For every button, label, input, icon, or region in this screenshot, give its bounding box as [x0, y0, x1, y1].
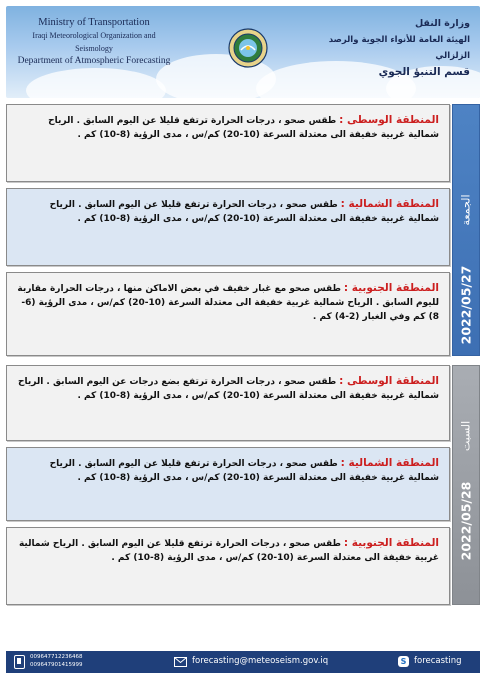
header-arabic-title — [320, 16, 470, 80]
phone-numbers — [30, 654, 83, 669]
email-link[interactable]: forecasting@meteoseism.gov.iq — [192, 656, 329, 666]
day-date: 2022/05/28 — [458, 481, 474, 561]
meteorology-logo-icon — [228, 28, 268, 68]
region-central-forecast — [6, 365, 450, 441]
department-name-en: Department of Atmospheric Forecasting — [17, 56, 171, 66]
region-south-forecast — [6, 272, 450, 356]
phone-icon — [14, 655, 25, 669]
region-central-forecast — [6, 104, 450, 182]
phone-number-1[interactable]: 009647712236468 — [30, 654, 83, 660]
region-label: المنطقة الجنوبية : — [343, 537, 439, 549]
day-side-band — [452, 104, 480, 356]
department-name-ar: قسم التنبؤ الجوي — [378, 66, 470, 78]
region-north-forecast — [6, 188, 450, 266]
day-name: الجمعة — [459, 194, 473, 226]
organization-name-ar: الهيئة العامة للأنواء الجوية والرصد الزلزالي — [328, 35, 470, 61]
cloud-decoration — [26, 68, 166, 98]
contact-footer — [6, 651, 480, 673]
organization-name-en: Iraqi Meteorological Organization and Seismology — [32, 31, 156, 53]
ministry-name-en: Ministry of Transportation — [38, 17, 150, 28]
skype-link[interactable]: forecasting — [414, 656, 462, 666]
region-label: المنطقة الوسطى : — [339, 114, 439, 126]
day-name: السبت — [459, 420, 473, 452]
region-label: المنطقة الجنوبية : — [343, 282, 439, 294]
page-header — [6, 6, 480, 98]
mail-icon — [174, 657, 187, 667]
forecast-text: طقس صحو ، درجات الحرارة ترتفع قليلا عن اليوم السابق . الرياح شمالية غربية خفيفة الى معتدلة السرعة (10-20) كم/س ، مدى الرؤية (8-10) كم . — [48, 116, 439, 140]
region-south-forecast — [6, 527, 450, 605]
forecast-text: طقس صحو ، درجات الحرارة ترتفع بضع درجات عن اليوم السابق . الرياح شمالية غربية خفيفة الى معتدلة السرعة (10-20) كم/س ، مدى الرؤية (8-10) كم . — [17, 377, 439, 401]
region-label: المنطقة الشمالية : — [340, 198, 439, 210]
day-date: 2022/05/27 — [458, 265, 474, 345]
forecast-text: طقس صحو ، درجات الحرارة ترتفع قليلا عن اليوم السابق . الرياح شمالية غربية خفيفة الى معتدلة السرعة (10-20) كم/س ، مدى الرؤية (8-10) كم . — [49, 459, 439, 483]
forecast-day-1 — [6, 104, 480, 356]
region-label: المنطقة الوسطى : — [339, 375, 439, 387]
forecast-text: طقس صحو مع غبار خفيف في بعض الاماكن منها ، درجات الحرارة مقاربة لليوم السابق . الرياح شمالية غربية خفيفة الى معتدلة السرعة (10-20) كم/س ، مدى الرؤية (6-8) كم وفي الغبار (2-4) كم . — [17, 284, 439, 322]
skype-icon: S — [398, 656, 409, 667]
phone-number-2[interactable]: 009647901415999 — [30, 661, 83, 668]
forecast-text: طقس صحو ، درجات الحرارة ترتفع قليلا عن اليوم السابق . الرياح شمالية غربية خفيفة الى معتدلة السرعة (10-20) كم/س ، مدى الرؤية (8-10) كم . — [18, 539, 439, 563]
ministry-name-ar: وزارة النقل — [414, 18, 470, 29]
forecast-day-2 — [6, 365, 480, 605]
day-side-band — [452, 365, 480, 605]
region-north-forecast — [6, 447, 450, 521]
forecast-text: طقس صحو ، درجات الحرارة ترتفع قليلا عن اليوم السابق . الرياح شمالية غربية خفيفة الى معتدلة السرعة (10-20) كم/س ، مدى الرؤية (8-10) كم . — [49, 200, 439, 224]
header-english-title — [14, 16, 174, 68]
region-label: المنطقة الشمالية : — [340, 457, 439, 469]
